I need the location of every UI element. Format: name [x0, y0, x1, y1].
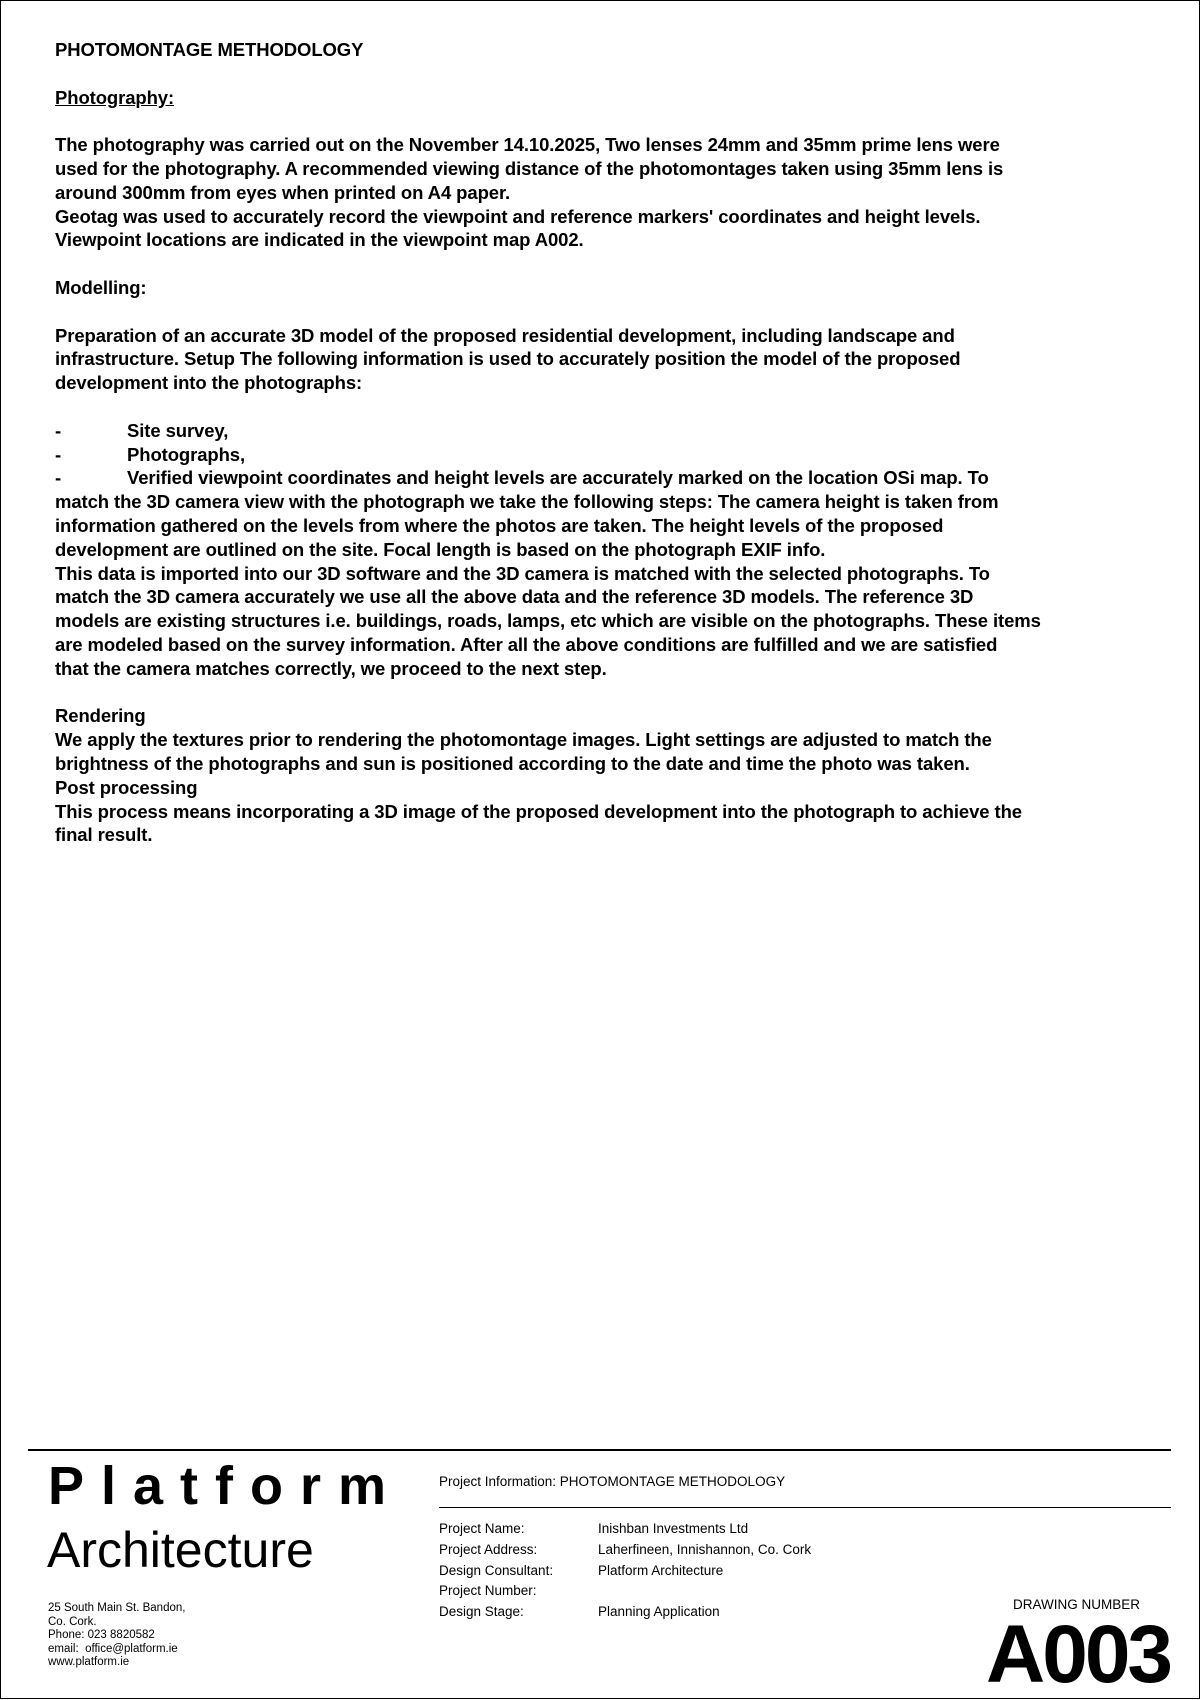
- design-stage-row: [439, 1602, 811, 1623]
- text-line: [55, 324, 1175, 348]
- text-line: [55, 704, 1175, 728]
- text-line: [55, 86, 1175, 110]
- text-line: [55, 800, 1175, 824]
- blank-line: [55, 300, 1175, 324]
- email: email: office@platform.ie: [48, 1642, 178, 1655]
- line-text: Verified viewpoint coordinates and height levels are accurately marked on the location OSi map. To: [127, 467, 989, 489]
- text-line: [55, 228, 1175, 252]
- design-consultant-row: [439, 1561, 811, 1582]
- line-text: Photography:: [55, 86, 175, 108]
- line-text: Geotag was used to accurately record the viewpoint and reference markers' coordinates and height levels.: [55, 205, 981, 227]
- text-line: [55, 490, 1175, 514]
- blank-line: [55, 252, 1175, 276]
- blank-line: [55, 681, 1175, 705]
- drawing-number-label: DRAWING NUMBER: [1013, 1597, 1140, 1612]
- logo-platform: Platform: [48, 1456, 404, 1516]
- field-label: Design Consultant:: [439, 1562, 554, 1578]
- project-details: [439, 1519, 811, 1623]
- line-text: match the 3D camera accurately we use all the above data and the reference 3D models. The reference 3D: [55, 586, 974, 608]
- bullet-dash: -: [55, 467, 62, 489]
- line-text: Photographs,: [127, 443, 246, 465]
- methodology-text: [55, 38, 1175, 847]
- line-text: We apply the textures prior to rendering the photomontage images. Light settings are adjusted to match the: [55, 729, 992, 751]
- field-label: Project Address:: [439, 1541, 538, 1557]
- address-line: Co. Cork.: [48, 1615, 97, 1628]
- field-label: Project Name:: [439, 1521, 525, 1536]
- bullet-item: [55, 419, 1175, 443]
- text-line: [55, 157, 1175, 181]
- text-line: [55, 609, 1175, 633]
- bullet-dash: -: [55, 443, 62, 465]
- field-value: Laherfineen, Innishannon, Co. Cork: [598, 1541, 812, 1557]
- text-line: [55, 633, 1175, 657]
- project-number-row: [439, 1581, 811, 1602]
- line-text: This process means incorporating a 3D image of the proposed development into the photograph to achieve the: [55, 800, 1022, 822]
- project-info-divider: [439, 1507, 1171, 1508]
- text-line: [55, 752, 1175, 776]
- text-line: [55, 823, 1175, 847]
- line-text: development into the photographs:: [55, 372, 363, 394]
- line-text: models are existing structures i.e. buildings, roads, lamps, etc which are visible on the photographs. These items: [55, 610, 1041, 632]
- field-label: Project Number:: [439, 1583, 537, 1599]
- blank-line: [55, 62, 1175, 86]
- line-text: Viewpoint locations are indicated in the viewpoint map A002.: [55, 229, 584, 251]
- footer-divider: [28, 1449, 1171, 1451]
- text-line: [55, 347, 1175, 371]
- office-address: [48, 1602, 185, 1670]
- website: www.platform.ie: [48, 1656, 130, 1668]
- line-text: brightness of the photographs and sun is positioned according to the date and time the photo was taken.: [55, 752, 970, 774]
- line-text: around 300mm from eyes when printed on A4 paper.: [55, 181, 511, 203]
- line-text: Preparation of an accurate 3D model of the proposed residential development, including landscape and: [55, 324, 955, 346]
- text-line: [55, 514, 1175, 538]
- line-text: match the 3D camera view with the photograph we take the following steps: The camera height is taken from: [55, 491, 999, 513]
- line-text: final result.: [55, 824, 153, 846]
- field-value: Platform Architecture: [598, 1562, 724, 1578]
- blank-line: [55, 395, 1175, 419]
- text-line: [55, 371, 1175, 395]
- field-value: Inishban Investments Ltd: [598, 1521, 749, 1536]
- project-information: Project Information: PHOTOMONTAGE METHODOLOGY: [439, 1474, 786, 1489]
- line-text: Site survey,: [127, 419, 229, 441]
- project-address-row: [439, 1540, 811, 1561]
- address-line: 25 South Main St. Bandon,: [48, 1602, 186, 1614]
- text-line: [55, 585, 1175, 609]
- text-line: [55, 205, 1175, 229]
- blank-line: [55, 109, 1175, 133]
- line-text: Rendering: [55, 705, 146, 727]
- logo-architecture: Architecture: [47, 1522, 314, 1578]
- project-name-row: [439, 1519, 811, 1540]
- text-line: [55, 181, 1175, 205]
- line-text: The photography was carried out on the November 14.10.2025, Two lenses 24mm and 35mm prime lens were: [55, 134, 1000, 156]
- line-text: used for the photography. A recommended viewing distance of the photomontages taken using 35mm lens is: [55, 157, 1004, 179]
- bullet-item: [55, 466, 1175, 490]
- text-line: [55, 276, 1175, 300]
- line-text: infrastructure. Setup The following information is used to accurately position the model of the proposed: [55, 348, 961, 370]
- field-label: Design Stage:: [439, 1604, 524, 1620]
- line-text: development are outlined on the site. Focal length is based on the photograph EXIF info.: [55, 538, 826, 560]
- text-line: [55, 776, 1175, 800]
- bullet-dash: -: [55, 419, 62, 441]
- text-line: [55, 562, 1175, 586]
- line-text: Post processing: [55, 776, 198, 798]
- text-line: [55, 133, 1175, 157]
- line-text: Modelling:: [55, 276, 147, 298]
- line-text: information gathered on the levels from where the photos are taken. The height levels of the proposed: [55, 514, 944, 536]
- field-value: Planning Application: [598, 1604, 720, 1620]
- text-line: [55, 538, 1175, 562]
- text-line: [55, 38, 1175, 62]
- text-line: [55, 657, 1175, 681]
- drawing-number: A003: [986, 1609, 1171, 1700]
- line-text: This data is imported into our 3D software and the 3D camera is matched with the selected photographs. To: [55, 562, 990, 584]
- line-text: that the camera matches correctly, we proceed to the next step.: [55, 657, 607, 679]
- line-text: PHOTOMONTAGE METHODOLOGY: [55, 39, 364, 60]
- bullet-item: [55, 443, 1175, 467]
- text-line: [55, 728, 1175, 752]
- phone: Phone: 023 8820582: [48, 1629, 155, 1641]
- line-text: are modeled based on the survey information. After all the above conditions are fulfilled and we are satisfied: [55, 633, 998, 655]
